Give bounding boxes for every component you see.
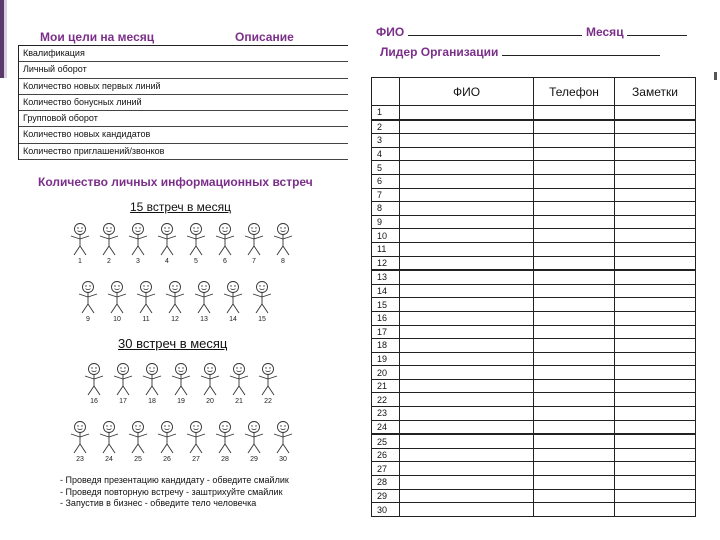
row-number: 4 (372, 147, 400, 161)
phone-cell[interactable] (534, 106, 615, 120)
contact-row[interactable] (372, 489, 696, 503)
meeting-number: 4 (165, 258, 169, 265)
name-cell[interactable] (400, 503, 534, 517)
column-header: ФИО (400, 78, 534, 106)
phone-cell[interactable] (534, 188, 615, 202)
stick-figure[interactable] (132, 280, 160, 326)
name-cell[interactable] (400, 202, 534, 216)
row-number: 2 (372, 120, 400, 134)
row-number: 13 (372, 270, 400, 284)
name-cell[interactable] (400, 476, 534, 490)
row-number: 26 (372, 448, 400, 462)
meeting-number: 13 (200, 316, 208, 323)
meeting-number: 22 (264, 398, 272, 405)
row-number: 20 (372, 366, 400, 380)
meeting-number: 20 (206, 398, 214, 405)
contact-row[interactable] (372, 366, 696, 380)
contact-row[interactable] (372, 161, 696, 175)
contact-row[interactable] (372, 325, 696, 339)
meeting-number: 28 (221, 456, 229, 463)
goal-row[interactable]: Количество приглашений/звонков (19, 144, 348, 160)
phone-cell[interactable] (534, 229, 615, 243)
contact-row[interactable] (372, 503, 696, 517)
goal-row[interactable]: Количество новых первых линий (19, 79, 348, 95)
notes-cell[interactable] (615, 325, 696, 339)
fio-field[interactable] (376, 25, 582, 39)
contacts-header-row (372, 78, 696, 106)
contact-row[interactable] (372, 215, 696, 229)
notes-cell[interactable] (615, 229, 696, 243)
goal-row[interactable]: Количество бонусных линий (19, 95, 348, 111)
column-header: Заметки (615, 78, 696, 106)
stick-figure[interactable] (95, 420, 123, 466)
phone-cell[interactable] (534, 270, 615, 284)
name-cell[interactable] (400, 188, 534, 202)
notes-cell[interactable] (615, 379, 696, 393)
contact-row[interactable] (372, 120, 696, 134)
meeting-number: 10 (113, 316, 121, 323)
name-cell[interactable] (400, 462, 534, 476)
notes-cell[interactable] (615, 462, 696, 476)
phone-cell[interactable] (534, 420, 615, 434)
contact-row[interactable] (372, 284, 696, 298)
stick-figure[interactable] (138, 362, 166, 408)
meeting-number: 1 (78, 258, 82, 265)
name-cell[interactable] (400, 215, 534, 229)
phone-cell[interactable] (534, 489, 615, 503)
contact-row[interactable] (372, 476, 696, 490)
notes-cell[interactable] (615, 339, 696, 353)
fio-line[interactable] (408, 25, 582, 36)
goals-table (18, 29, 348, 160)
name-cell[interactable] (400, 120, 534, 134)
meeting-number: 14 (229, 316, 237, 323)
goal-row[interactable]: Личный оборот (19, 62, 348, 78)
row-number: 15 (372, 298, 400, 312)
meeting-number: 9 (86, 316, 90, 323)
row-number: 18 (372, 339, 400, 353)
name-cell[interactable] (400, 161, 534, 175)
instructions (60, 475, 289, 510)
row-number: 6 (372, 174, 400, 188)
stick-figure[interactable] (240, 420, 268, 466)
stick-figure[interactable] (225, 362, 253, 408)
contacts-table (371, 77, 696, 517)
name-cell[interactable] (400, 270, 534, 284)
notes-cell[interactable] (615, 242, 696, 256)
row-number: 16 (372, 311, 400, 325)
phone-cell[interactable] (534, 147, 615, 161)
meeting-number: 17 (119, 398, 127, 405)
contact-row[interactable] (372, 311, 696, 325)
meeting-number: 15 (258, 316, 266, 323)
meeting-number: 23 (76, 456, 84, 463)
name-cell[interactable] (400, 311, 534, 325)
contact-row[interactable] (372, 448, 696, 462)
row-number: 12 (372, 256, 400, 270)
instruction-line: - Проведя повторную встречу - заштрихуйте смайлик (60, 486, 283, 497)
row-number: 29 (372, 489, 400, 503)
notes-cell[interactable] (615, 147, 696, 161)
name-cell[interactable] (400, 284, 534, 298)
meeting-number: 11 (142, 316, 150, 323)
notes-cell[interactable] (615, 434, 696, 448)
notes-cell[interactable] (615, 420, 696, 434)
name-cell[interactable] (400, 489, 534, 503)
meeting-number: 18 (148, 398, 156, 405)
meeting-number: 2 (107, 258, 111, 265)
row-number: 28 (372, 476, 400, 490)
name-cell[interactable] (400, 366, 534, 380)
name-cell[interactable] (400, 174, 534, 188)
contacts-body (372, 106, 696, 517)
contact-row[interactable] (372, 420, 696, 434)
notes-cell[interactable] (615, 106, 696, 120)
notes-cell[interactable] (615, 188, 696, 202)
phone-cell[interactable] (534, 379, 615, 393)
notes-cell[interactable] (615, 298, 696, 312)
phone-cell[interactable] (534, 339, 615, 353)
stick-figure[interactable] (196, 362, 224, 408)
phone-cell[interactable] (534, 215, 615, 229)
row-number: 22 (372, 393, 400, 407)
name-cell[interactable] (400, 352, 534, 366)
meeting-number: 3 (136, 258, 140, 265)
group2-title: 30 встреч в месяц (118, 336, 228, 351)
goal-row[interactable]: Количество новых кандидатов (19, 127, 348, 143)
stick-figure[interactable] (74, 280, 102, 326)
phone-cell[interactable] (534, 161, 615, 175)
phone-cell[interactable] (534, 325, 615, 339)
contact-row[interactable] (372, 256, 696, 270)
month-line[interactable] (627, 25, 687, 36)
meeting-number: 25 (134, 456, 142, 463)
phone-cell[interactable] (534, 503, 615, 517)
contact-row[interactable] (372, 174, 696, 188)
column-header: Телефон (534, 78, 615, 106)
contact-row[interactable] (372, 147, 696, 161)
stick-figure[interactable] (109, 362, 137, 408)
notes-cell[interactable] (615, 352, 696, 366)
phone-cell[interactable] (534, 120, 615, 134)
name-cell[interactable] (400, 448, 534, 462)
phone-cell[interactable] (534, 174, 615, 188)
row-number: 24 (372, 420, 400, 434)
meeting-number: 12 (171, 316, 179, 323)
notes-cell[interactable] (615, 134, 696, 148)
notes-cell[interactable] (615, 215, 696, 229)
notes-cell[interactable] (615, 120, 696, 134)
stick-figure[interactable] (66, 222, 94, 268)
contact-row[interactable] (372, 379, 696, 393)
row-number: 17 (372, 325, 400, 339)
stick-figure[interactable] (153, 222, 181, 268)
month-label: Месяц (586, 25, 624, 39)
row-number: 30 (372, 503, 400, 517)
leader-field[interactable] (380, 45, 660, 59)
name-cell[interactable] (400, 242, 534, 256)
stick-figure[interactable] (124, 222, 152, 268)
group1-title: 15 встреч в месяц (130, 200, 231, 214)
notes-cell[interactable] (615, 311, 696, 325)
meeting-number: 27 (192, 456, 200, 463)
notes-cell[interactable] (615, 366, 696, 380)
phone-cell[interactable] (534, 284, 615, 298)
name-cell[interactable] (400, 325, 534, 339)
phone-cell[interactable] (534, 462, 615, 476)
stick-figure[interactable] (95, 222, 123, 268)
fio-label: ФИО (376, 25, 405, 39)
contact-row[interactable] (372, 393, 696, 407)
stick-figure[interactable] (66, 420, 94, 466)
stick-figure[interactable] (124, 420, 152, 466)
meeting-number: 30 (279, 456, 287, 463)
row-number: 21 (372, 379, 400, 393)
contact-row[interactable] (372, 202, 696, 216)
phone-cell[interactable] (534, 134, 615, 148)
row-number: 5 (372, 161, 400, 175)
instruction-line: - Запустив в бизнес - обведите тело человечка (60, 498, 257, 508)
meeting-number: 7 (252, 258, 256, 265)
meeting-number: 26 (163, 456, 171, 463)
stick-figure[interactable] (167, 362, 195, 408)
row-number: 27 (372, 462, 400, 476)
notes-cell[interactable] (615, 284, 696, 298)
name-cell[interactable] (400, 256, 534, 270)
notes-cell[interactable] (615, 448, 696, 462)
stick-figure[interactable] (219, 280, 247, 326)
phone-cell[interactable] (534, 407, 615, 421)
name-cell[interactable] (400, 147, 534, 161)
row-number: 3 (372, 134, 400, 148)
row-number: 8 (372, 202, 400, 216)
right-edge-mark (714, 72, 717, 80)
meetings-title: Количество личных информационных встреч (38, 175, 313, 189)
name-cell[interactable] (400, 379, 534, 393)
phone-cell[interactable] (534, 242, 615, 256)
contact-row[interactable] (372, 407, 696, 421)
stick-figure[interactable] (240, 222, 268, 268)
goal-row[interactable]: Групповой оборот (19, 111, 348, 127)
description-title: Описание (235, 30, 294, 44)
row-number: 19 (372, 352, 400, 366)
contact-row[interactable] (372, 106, 696, 120)
meeting-number: 6 (223, 258, 227, 265)
stick-figure[interactable] (269, 420, 297, 466)
stick-figure[interactable] (182, 222, 210, 268)
stick-figure[interactable] (190, 280, 218, 326)
stick-figure[interactable] (161, 280, 189, 326)
phone-cell[interactable] (534, 202, 615, 216)
phone-cell[interactable] (534, 256, 615, 270)
phone-cell[interactable] (534, 476, 615, 490)
meeting-number: 19 (177, 398, 185, 405)
name-cell[interactable] (400, 298, 534, 312)
notes-cell[interactable] (615, 407, 696, 421)
contact-row[interactable] (372, 242, 696, 256)
name-cell[interactable] (400, 106, 534, 120)
name-cell[interactable] (400, 407, 534, 421)
stick-figure[interactable] (248, 280, 276, 326)
contact-row[interactable] (372, 229, 696, 243)
stick-figure[interactable] (211, 222, 239, 268)
row-number: 7 (372, 188, 400, 202)
meeting-number: 8 (281, 258, 285, 265)
notes-cell[interactable] (615, 256, 696, 270)
meeting-number: 24 (105, 456, 113, 463)
stick-figure[interactable] (80, 362, 108, 408)
notes-cell[interactable] (615, 174, 696, 188)
row-number: 14 (372, 284, 400, 298)
leader-line[interactable] (502, 45, 660, 56)
notes-cell[interactable] (615, 161, 696, 175)
goals-header (18, 29, 348, 46)
phone-cell[interactable] (534, 298, 615, 312)
stick-figure[interactable] (211, 420, 239, 466)
notes-cell[interactable] (615, 503, 696, 517)
notes-cell[interactable] (615, 202, 696, 216)
goal-row[interactable]: Квалификация (19, 46, 348, 62)
instruction-line: - Проведя презентацию кандидату - обведите смайлик (60, 475, 289, 485)
contact-row[interactable] (372, 352, 696, 366)
month-field[interactable] (586, 25, 687, 39)
name-cell[interactable] (400, 393, 534, 407)
notes-cell[interactable] (615, 270, 696, 284)
name-cell[interactable] (400, 420, 534, 434)
contact-row[interactable] (372, 434, 696, 448)
contact-row[interactable] (372, 339, 696, 353)
stick-figure[interactable] (182, 420, 210, 466)
notes-cell[interactable] (615, 393, 696, 407)
phone-cell[interactable] (534, 448, 615, 462)
notes-cell[interactable] (615, 476, 696, 490)
row-number: 23 (372, 407, 400, 421)
meeting-number: 16 (90, 398, 98, 405)
stick-figure[interactable] (254, 362, 282, 408)
row-number: 25 (372, 434, 400, 448)
number-column-header (372, 78, 400, 106)
phone-cell[interactable] (534, 393, 615, 407)
row-number: 10 (372, 229, 400, 243)
name-cell[interactable] (400, 134, 534, 148)
meeting-number: 21 (235, 398, 243, 405)
leader-label: Лидер Организации (380, 45, 499, 59)
meeting-number: 29 (250, 456, 258, 463)
contact-row[interactable] (372, 270, 696, 284)
contact-row[interactable] (372, 188, 696, 202)
name-cell[interactable] (400, 434, 534, 448)
row-number: 9 (372, 215, 400, 229)
row-number: 11 (372, 242, 400, 256)
row-number: 1 (372, 106, 400, 120)
name-cell[interactable] (400, 229, 534, 243)
goal-rows (18, 46, 348, 160)
notes-cell[interactable] (615, 489, 696, 503)
meeting-number: 5 (194, 258, 198, 265)
phone-cell[interactable] (534, 434, 615, 448)
phone-cell[interactable] (534, 366, 615, 380)
stick-figure[interactable] (269, 222, 297, 268)
phone-cell[interactable] (534, 352, 615, 366)
contact-row[interactable] (372, 134, 696, 148)
stick-figure[interactable] (103, 280, 131, 326)
goals-title: Мои цели на месяц (40, 30, 155, 44)
stick-figure[interactable] (153, 420, 181, 466)
contact-row[interactable] (372, 462, 696, 476)
phone-cell[interactable] (534, 311, 615, 325)
contact-row[interactable] (372, 298, 696, 312)
left-frame-line (4, 0, 7, 78)
name-cell[interactable] (400, 339, 534, 353)
